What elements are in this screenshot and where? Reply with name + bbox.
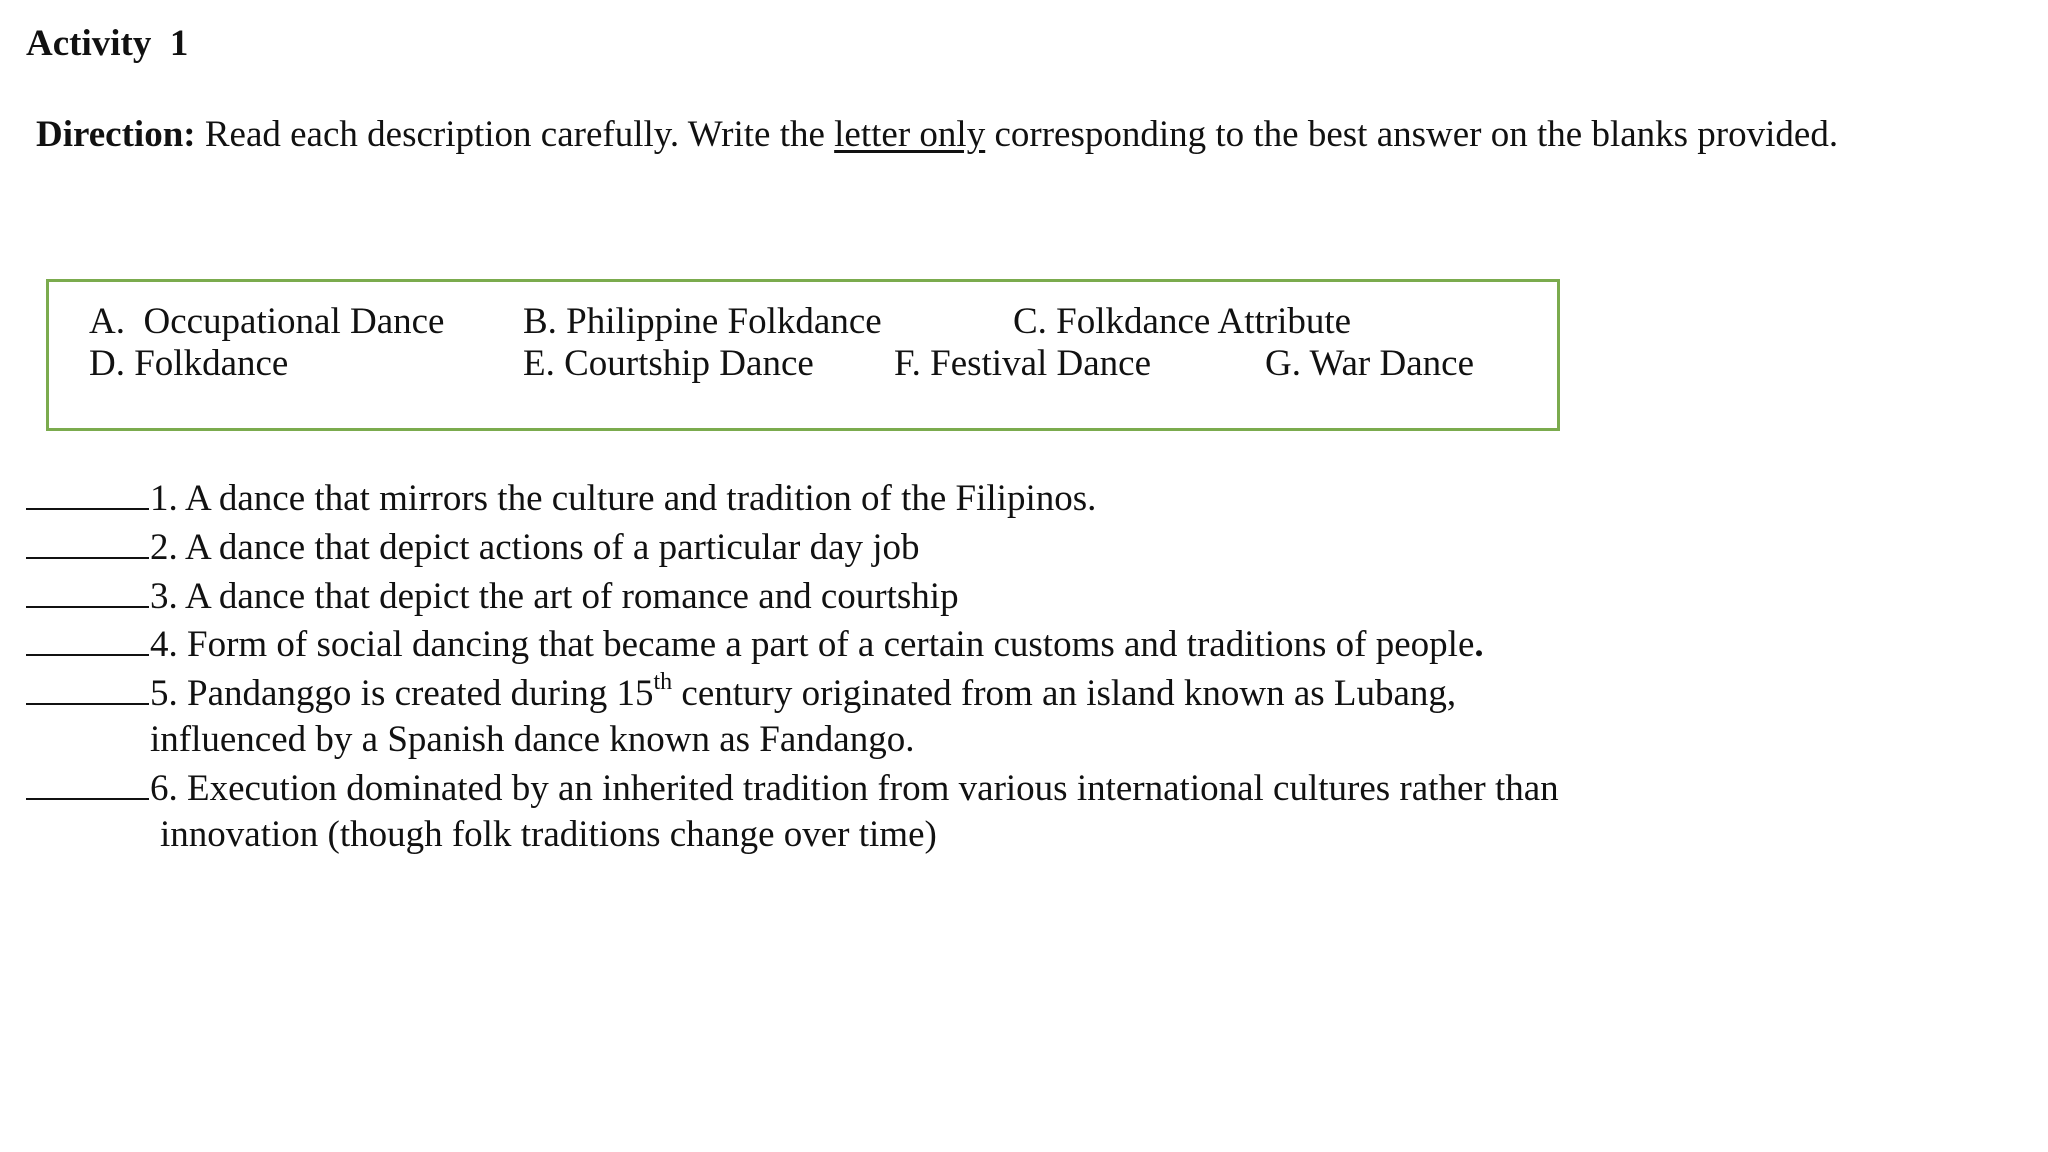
activity-title: Activity 1 bbox=[26, 23, 189, 64]
direction-text-before: Read each description carefully. Write the bbox=[195, 114, 835, 155]
question-number: 2. bbox=[150, 526, 178, 568]
answer-blank-6[interactable] bbox=[26, 763, 149, 800]
choice-g: G. War Dance bbox=[1265, 343, 1474, 384]
question-number: 5. bbox=[150, 673, 178, 715]
question-number: 1. bbox=[150, 478, 178, 519]
choice-f: F. Festival Dance bbox=[894, 343, 1152, 384]
question-number: 3. bbox=[150, 575, 178, 617]
question-text-second-line: innovation (though folk traditions change over time) bbox=[160, 813, 937, 855]
answer-blank-1[interactable] bbox=[26, 473, 149, 510]
question-item-3 bbox=[26, 571, 2026, 620]
choice-e: E. Courtship Dance bbox=[523, 343, 814, 384]
answer-blank-3[interactable] bbox=[26, 571, 149, 608]
direction-text-after: corresponding to the best answer on the blanks provided. bbox=[985, 114, 1839, 155]
question-text: Pandanggo is created during 15 bbox=[177, 673, 654, 715]
direction-label: Direction: bbox=[36, 114, 196, 155]
question-item-2 bbox=[26, 522, 2026, 571]
question-number: 4. bbox=[150, 624, 178, 666]
direction-underlined-text: letter only bbox=[834, 114, 986, 155]
question-text: A dance that depict the art of romance and courtship bbox=[177, 575, 959, 617]
question-text: Form of social dancing that became a part of a certain customs and traditions of people bbox=[177, 624, 1475, 666]
question-text-second-line: influenced by a Spanish dance known as Fandango. bbox=[150, 718, 915, 760]
question-text: A dance that depict actions of a particular day job bbox=[177, 526, 920, 568]
question-end-period: . bbox=[1474, 624, 1484, 666]
direction-paragraph bbox=[26, 112, 2016, 158]
question-text: A dance that mirrors the culture and tradition of the Filipinos. bbox=[177, 478, 1097, 519]
choice-b: B. Philippine Folkdance bbox=[523, 301, 882, 342]
answer-blank-2[interactable] bbox=[26, 522, 149, 559]
answer-blank-4[interactable] bbox=[26, 619, 149, 656]
question-text-continued: century originated from an island known as Lubang, bbox=[672, 673, 1457, 715]
question-item-6 bbox=[26, 763, 2026, 858]
question-text: Execution dominated by an inherited tradition from various international cultures rather than bbox=[177, 767, 1559, 809]
question-item-4 bbox=[26, 619, 2026, 668]
question-list bbox=[26, 473, 2026, 857]
choice-d: D. Folkdance bbox=[89, 343, 289, 384]
ordinal-superscript: th bbox=[653, 669, 673, 696]
question-item-5 bbox=[26, 668, 2026, 763]
answer-blank-5[interactable] bbox=[26, 668, 149, 705]
question-number: 6. bbox=[150, 767, 178, 809]
question-item-1 bbox=[26, 473, 2026, 522]
choice-c: C. Folkdance Attribute bbox=[1013, 301, 1352, 342]
answer-choices-box bbox=[46, 279, 1560, 431]
choice-a: A. Occupational Dance bbox=[89, 301, 445, 342]
